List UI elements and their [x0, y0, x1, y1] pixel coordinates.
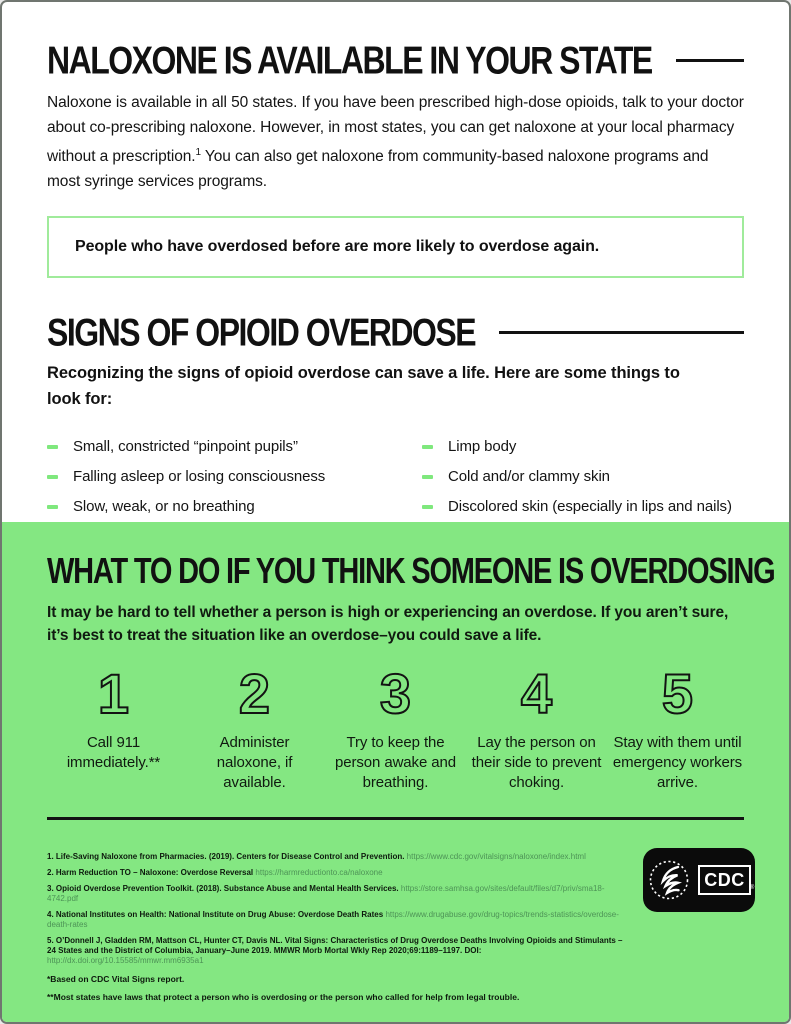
- registered-mark: ®: [749, 885, 755, 891]
- reference-link[interactable]: https://www.cdc.gov/vitalsigns/naloxone/index.html: [406, 852, 586, 861]
- step-1: [47, 663, 180, 793]
- reference-citation: 4. National Institutes on Health: National Institute on Drug Abuse: Overdose Death Rates: [47, 910, 384, 919]
- reference-2: [47, 868, 627, 878]
- heading-rule: [499, 331, 744, 334]
- step-number: 5: [661, 662, 694, 725]
- step-3: [329, 663, 462, 793]
- signs-intro: Recognizing the signs of opioid overdose can save a life. Here are some things to look for:: [47, 364, 680, 409]
- callout-box: [47, 216, 744, 278]
- reference-3: [47, 884, 627, 904]
- reference-link[interactable]: https://www.drugabuse.gov/drug-topics/trends-statistics/overdose-death-rates: [47, 910, 619, 929]
- bullet-text: Slow, weak, or no breathing: [73, 498, 255, 516]
- availability-paragraph: [47, 90, 744, 194]
- reference-5: [47, 936, 627, 966]
- reference-citation: 1. Life-Saving Naloxone from Pharmacies. (2019). Centers for Disease Control and Prevention.: [47, 852, 405, 861]
- step-caption: Stay with them until emergency workers arrive.: [612, 734, 743, 791]
- step-number: 1: [97, 662, 130, 725]
- section-naloxone-availability: [2, 2, 789, 522]
- list-item: [47, 498, 422, 515]
- step-number: 4: [520, 662, 553, 725]
- step-4: [470, 663, 603, 793]
- signs-title: SIGNS OF OPIOID OVERDOSE: [47, 310, 476, 355]
- reference-link[interactable]: http://dx.doi.org/10.15585/mmwr.mm6935a1: [47, 956, 204, 965]
- availability-body-2: You can also get naloxone from community-based naloxone programs and most syringe services programs.: [47, 148, 709, 191]
- bullet-dash-icon: [422, 475, 433, 479]
- bullet-text: Falling asleep or losing consciousness: [73, 468, 326, 486]
- cdc-wordmark: [698, 865, 755, 895]
- signs-heading-row: [47, 310, 744, 355]
- footnote-double-asterisk: **Most states have laws that protect a person who is overdosing or the person who called for help from legal trouble.: [47, 992, 520, 1002]
- bullet-dash-icon: [47, 445, 58, 449]
- bullet-text: Small, constricted “pinpoint pupils”: [73, 438, 298, 456]
- step-caption: Lay the person on their side to prevent choking.: [471, 734, 602, 791]
- reference-citation: 2. Harm Reduction TO – Naloxone: Overdose Reversal: [47, 868, 254, 877]
- list-item: [47, 468, 422, 485]
- step-5: [611, 663, 744, 793]
- step-caption: Administer naloxone, if available.: [216, 734, 293, 791]
- heading-rule: [676, 59, 744, 62]
- bullet-text: Limp body: [448, 438, 517, 456]
- bullet-text: Cold and/or clammy skin: [448, 468, 610, 486]
- step-number: 3: [379, 662, 412, 725]
- cdc-hhs-logo: [643, 848, 755, 912]
- footnote-reference-1: 1: [195, 147, 201, 158]
- hhs-seal-icon: [647, 858, 691, 902]
- reference-1: [47, 852, 627, 862]
- bullet-dash-icon: [47, 505, 58, 509]
- step-2: [188, 663, 321, 793]
- reference-4: [47, 910, 627, 930]
- what-to-do-intro: It may be hard to tell whether a person is high or experiencing an overdose. If you aren’t sure, it’s best to treat the situation like an overdose–you could save a life.: [47, 604, 729, 644]
- step-caption: Try to keep the person awake and breathing.: [335, 734, 456, 791]
- footnote-single-asterisk: *Based on CDC Vital Signs report.: [47, 974, 185, 984]
- bullet-dash-icon: [422, 445, 433, 449]
- step-caption: Call 911 immediately.**: [66, 734, 161, 771]
- reference-link[interactable]: https://harmreductionto.ca/naloxone: [255, 868, 383, 877]
- reference-link[interactable]: https://store.samhsa.gov/sites/default/files/d7/priv/sma18-4742.pdf: [47, 884, 605, 903]
- availability-body-1: Naloxone is available in all 50 states. If you have been prescribed high-dose opioids, talk to your doctor about co-prescribing naloxone. However, in most states, you can get naloxone at your local pharmacy without a prescription.: [47, 94, 744, 166]
- list-item: [47, 438, 422, 455]
- reference-citation: 5. O’Donnell J, Gladden RM, Mattson CL, Hunter CT, Davis NL. Vital Signs: Characteristics of Drug Overdose Deaths Involving Opioids and Stimulants – 24 States and the District of Columbia, January–June 2019. MMWR Morb Mortal Wkly Rep 2020;69:1189–1197. DOI:: [47, 936, 623, 955]
- list-item: [422, 438, 744, 455]
- what-to-do-title: WHAT TO DO IF YOU THINK SOMEONE IS OVERDOSING: [47, 551, 775, 592]
- reference-citation: 3. Opioid Overdose Prevention Toolkit. (2018). Substance Abuse and Mental Health Services.: [47, 884, 399, 893]
- bullet-dash-icon: [422, 505, 433, 509]
- cdc-text: CDC: [704, 870, 745, 890]
- list-item: [422, 498, 744, 515]
- bullet-text: Discolored skin (especially in lips and nails): [448, 498, 732, 516]
- availability-title: NALOXONE IS AVAILABLE IN YOUR STATE: [47, 38, 652, 82]
- step-number: 2: [238, 662, 271, 725]
- list-item: [422, 468, 744, 485]
- bullet-dash-icon: [47, 475, 58, 479]
- footer-divider: [47, 817, 744, 820]
- references: [47, 852, 627, 1002]
- section-what-to-do: [2, 522, 789, 1022]
- availability-heading-row: [47, 38, 744, 82]
- overdose-steps: [47, 663, 744, 793]
- callout-text: People who have overdosed before are more likely to overdose again.: [75, 238, 600, 256]
